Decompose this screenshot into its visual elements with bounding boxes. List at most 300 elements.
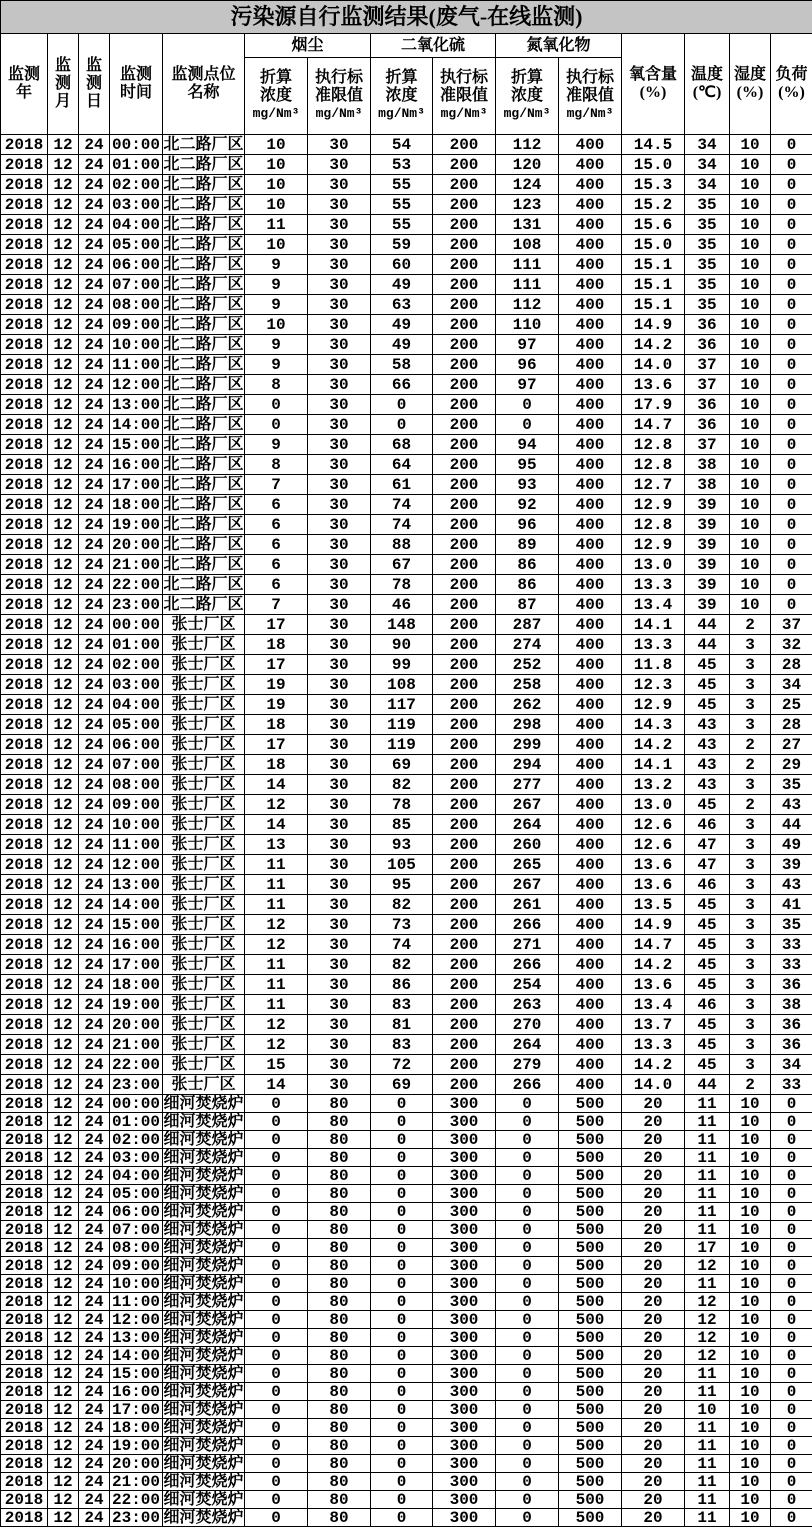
dust-concentration-cell: 10	[245, 235, 308, 255]
nox-limit-cell: 400	[559, 995, 622, 1015]
load-cell: 36	[771, 975, 812, 995]
load-cell: 35	[771, 775, 812, 795]
load-cell: 0	[771, 1167, 812, 1185]
month-cell: 12	[48, 1113, 79, 1131]
oxygen-cell: 14.2	[622, 955, 685, 975]
day-cell: 24	[79, 1401, 110, 1419]
site-cell: 细河焚烧炉	[163, 1166, 244, 1185]
table-row	[1, 1239, 812, 1257]
dust-concentration-cell: 18	[245, 635, 308, 655]
nox-concentration-cell: 95	[496, 455, 559, 475]
day-cell: 24	[79, 395, 110, 415]
temperature-cell: 38	[685, 475, 730, 495]
time-cell: 11:00	[110, 355, 163, 375]
so2-concentration-cell: 60	[371, 255, 433, 275]
day-cell: 24	[79, 1311, 110, 1329]
temperature-cell: 11	[685, 1203, 730, 1221]
table-row	[1, 435, 812, 455]
humidity-cell: 10	[730, 235, 771, 255]
oxygen-cell: 20	[622, 1293, 685, 1311]
site-cell: 北二路厂区	[163, 595, 244, 614]
so2-concentration-cell: 85	[371, 815, 433, 835]
so2-concentration-cell: 119	[371, 715, 433, 735]
month-cell: 12	[48, 155, 79, 175]
dust-concentration-cell: 0	[245, 1401, 308, 1419]
nox-concentration-cell: 252	[496, 655, 559, 675]
dust-limit-cell: 30	[308, 815, 371, 835]
day-cell: 24	[79, 1473, 110, 1491]
table-row	[1, 1015, 812, 1035]
so2-concentration-cell: 49	[371, 275, 433, 295]
oxygen-cell: 20	[622, 1509, 685, 1527]
dust-concentration-cell: 11	[245, 875, 308, 895]
load-cell: 33	[771, 1075, 812, 1095]
so2-limit-cell: 300	[433, 1347, 496, 1365]
year-cell: 2018	[1, 1383, 48, 1401]
site-cell: 张士厂区	[163, 875, 245, 895]
humidity-cell: 3	[730, 955, 771, 975]
so2-concentration-cell: 0	[371, 395, 433, 415]
nox-limit-cell: 400	[559, 555, 622, 575]
load-cell: 33	[771, 935, 812, 955]
humidity-cell: 3	[730, 935, 771, 955]
oxygen-cell: 11.8	[622, 655, 685, 675]
so2-limit-cell: 300	[433, 1221, 496, 1239]
so2-concentration-cell: 0	[371, 1383, 433, 1401]
load-cell: 0	[771, 595, 812, 615]
table-row	[1, 175, 812, 195]
load-cell: 44	[771, 815, 812, 835]
site-cell: 北二路厂区	[163, 275, 244, 294]
nox-limit-cell: 400	[559, 235, 622, 255]
oxygen-cell: 14.5	[622, 135, 685, 155]
year-cell: 2018	[1, 1455, 48, 1473]
month-cell: 12	[48, 995, 79, 1015]
so2-limit-cell: 200	[433, 635, 496, 655]
humidity-cell: 10	[730, 455, 771, 475]
site-cell: 张士厂区	[163, 1035, 245, 1055]
header-year-label: 监测 年	[7, 66, 40, 101]
dust-concentration-cell: 6	[245, 535, 308, 555]
year-cell: 2018	[1, 835, 48, 855]
month-cell: 12	[48, 1075, 79, 1095]
time-cell: 06:00	[110, 255, 163, 275]
oxygen-cell: 20	[622, 1491, 685, 1509]
dust-limit-cell: 30	[308, 775, 371, 795]
nox-concentration-cell: 0	[496, 1131, 559, 1149]
load-cell: 0	[771, 155, 812, 175]
nox-concentration-cell: 0	[496, 1239, 559, 1257]
dust-limit-cell: 80	[308, 1383, 371, 1401]
oxygen-cell: 15.1	[622, 295, 685, 315]
humidity-cell: 10	[730, 1509, 771, 1527]
so2-limit-cell: 300	[433, 1257, 496, 1275]
oxygen-cell: 13.6	[622, 375, 685, 395]
oxygen-cell: 20	[622, 1275, 685, 1293]
humidity-cell: 2	[730, 735, 771, 755]
dust-concentration-cell: 8	[245, 455, 308, 475]
dust-concentration-cell: 18	[245, 715, 308, 735]
load-cell: 0	[771, 455, 812, 475]
temperature-cell: 45	[685, 975, 730, 995]
site-cell: 张士厂区	[163, 815, 245, 835]
day-cell: 24	[79, 415, 110, 435]
dust-limit-cell: 80	[308, 1473, 371, 1491]
nox-concentration-cell: 0	[496, 1095, 559, 1113]
time-cell: 23:00	[110, 595, 163, 615]
nox-limit-cell: 400	[559, 355, 622, 375]
so2-limit-cell: 300	[433, 1365, 496, 1383]
table-row	[1, 795, 812, 815]
dust-concentration-cell: 0	[245, 1329, 308, 1347]
month-cell: 12	[48, 1035, 79, 1055]
site-cell: 张士厂区	[163, 915, 245, 935]
temperature-cell: 35	[685, 295, 730, 315]
temperature-cell: 45	[685, 1035, 730, 1055]
temperature-cell: 45	[685, 895, 730, 915]
day-cell: 24	[79, 835, 110, 855]
temperature-cell: 43	[685, 755, 730, 775]
day-cell: 24	[79, 355, 110, 375]
nox-limit-cell: 400	[559, 835, 622, 855]
dust-limit-cell: 30	[308, 915, 371, 935]
table-row	[1, 275, 812, 295]
day-cell: 24	[79, 1075, 110, 1095]
so2-concentration-cell: 0	[371, 1473, 433, 1491]
temperature-cell: 37	[685, 355, 730, 375]
temperature-cell: 11	[685, 1365, 730, 1383]
year-cell: 2018	[1, 155, 48, 175]
so2-concentration-cell: 0	[371, 1167, 433, 1185]
so2-limit-cell: 200	[433, 275, 496, 295]
nox-concentration-cell: 111	[496, 275, 559, 295]
site-cell: 张士厂区	[163, 895, 245, 915]
time-cell: 22:00	[110, 1055, 163, 1075]
time-cell: 01:00	[110, 1113, 163, 1131]
header-site-label: 监测点位 名称	[171, 66, 236, 101]
site-cell: 张士厂区	[163, 1055, 245, 1075]
temperature-cell: 44	[685, 615, 730, 635]
oxygen-cell: 12.6	[622, 815, 685, 835]
so2-concentration-cell: 108	[371, 675, 433, 695]
nox-limit-cell: 400	[559, 535, 622, 555]
so2-limit-cell: 200	[433, 535, 496, 555]
month-cell: 12	[48, 175, 79, 195]
dust-concentration-cell: 9	[245, 435, 308, 455]
header-time-label: 监测 时间	[119, 66, 152, 101]
so2-concentration-cell: 0	[371, 1491, 433, 1509]
humidity-cell: 3	[730, 1055, 771, 1075]
dust-concentration-cell: 11	[245, 895, 308, 915]
limit-label: 执行标 准限值	[439, 69, 488, 104]
so2-concentration-cell: 117	[371, 695, 433, 715]
time-cell: 16:00	[110, 935, 163, 955]
so2-limit-cell: 300	[433, 1203, 496, 1221]
so2-concentration-cell: 0	[371, 1509, 433, 1527]
time-cell: 17:00	[110, 1401, 163, 1419]
nox-concentration-cell: 0	[496, 1257, 559, 1275]
humidity-cell: 10	[730, 1455, 771, 1473]
oxygen-cell: 15.1	[622, 275, 685, 295]
humidity-cell: 10	[730, 295, 771, 315]
header-day-label: 监 测 日	[85, 57, 102, 110]
site-cell: 张士厂区	[163, 635, 245, 655]
month-cell: 12	[48, 495, 79, 515]
load-cell: 0	[771, 495, 812, 515]
oxygen-cell: 12.9	[622, 495, 685, 515]
nox-concentration-cell: 124	[496, 175, 559, 195]
month-cell: 12	[48, 1239, 79, 1257]
time-cell: 02:00	[110, 655, 163, 675]
month-cell: 12	[48, 1455, 79, 1473]
oxygen-cell: 20	[622, 1437, 685, 1455]
table-row	[1, 155, 812, 175]
so2-limit-cell: 200	[433, 435, 496, 455]
month-cell: 12	[48, 295, 79, 315]
table-row	[1, 235, 812, 255]
day-cell: 24	[79, 675, 110, 695]
month-cell: 12	[48, 135, 79, 155]
humidity-cell: 10	[730, 415, 771, 435]
humidity-cell: 10	[730, 435, 771, 455]
month-cell: 12	[48, 1293, 79, 1311]
year-cell: 2018	[1, 375, 48, 395]
dust-limit-cell: 80	[308, 1149, 371, 1167]
site-cell: 细河焚烧炉	[163, 1274, 244, 1293]
so2-limit-cell: 200	[433, 195, 496, 215]
month-cell: 12	[48, 535, 79, 555]
temperature-cell: 45	[685, 1055, 730, 1075]
day-cell: 24	[79, 155, 110, 175]
nox-limit-cell: 500	[559, 1437, 622, 1455]
site-cell: 北二路厂区	[163, 435, 244, 454]
dust-limit-cell: 30	[308, 1015, 371, 1035]
site-cell: 细河焚烧炉	[163, 1094, 244, 1113]
nox-limit-cell: 400	[559, 375, 622, 395]
humidity-cell: 3	[730, 975, 771, 995]
dust-concentration-cell: 0	[245, 1473, 308, 1491]
oxygen-cell: 20	[622, 1149, 685, 1167]
time-cell: 14:00	[110, 1347, 163, 1365]
site-cell: 细河焚烧炉	[163, 1202, 244, 1221]
month-cell: 12	[48, 475, 79, 495]
day-cell: 24	[79, 1239, 110, 1257]
dust-concentration-cell: 0	[245, 1113, 308, 1131]
humidity-cell: 10	[730, 1275, 771, 1293]
load-cell: 0	[771, 1365, 812, 1383]
so2-limit-cell: 300	[433, 1401, 496, 1419]
nox-concentration-cell: 267	[496, 875, 559, 895]
day-cell: 24	[79, 315, 110, 335]
dust-concentration-cell: 10	[245, 135, 308, 155]
so2-concentration-cell: 0	[371, 1293, 433, 1311]
year-cell: 2018	[1, 1185, 48, 1203]
oxygen-cell: 15.1	[622, 255, 685, 275]
table-row	[1, 1131, 812, 1149]
so2-concentration-cell: 0	[371, 1239, 433, 1257]
dust-limit-cell: 30	[308, 755, 371, 775]
month-cell: 12	[48, 1221, 79, 1239]
month-cell: 12	[48, 1149, 79, 1167]
oxygen-cell: 20	[622, 1347, 685, 1365]
dust-concentration-cell: 7	[245, 475, 308, 495]
day-cell: 24	[79, 1293, 110, 1311]
dust-limit-cell: 30	[308, 155, 371, 175]
year-cell: 2018	[1, 715, 48, 735]
dust-limit-cell: 80	[308, 1167, 371, 1185]
so2-concentration-cell: 0	[371, 1401, 433, 1419]
site-cell: 张士厂区	[163, 975, 245, 995]
so2-concentration-cell: 63	[371, 295, 433, 315]
day-cell: 24	[79, 1257, 110, 1275]
temperature-cell: 47	[685, 855, 730, 875]
day-cell: 24	[79, 935, 110, 955]
year-cell: 2018	[1, 995, 48, 1015]
year-cell: 2018	[1, 855, 48, 875]
so2-limit-cell: 200	[433, 615, 496, 635]
month-cell: 12	[48, 335, 79, 355]
humidity-cell: 10	[730, 595, 771, 615]
dust-concentration-cell: 10	[245, 175, 308, 195]
load-cell: 0	[771, 1473, 812, 1491]
dust-concentration-cell: 12	[245, 795, 308, 815]
day-cell: 24	[79, 1365, 110, 1383]
nox-concentration-cell: 123	[496, 195, 559, 215]
header-group-nox	[496, 34, 622, 58]
site-cell: 细河焚烧炉	[163, 1490, 244, 1509]
year-cell: 2018	[1, 135, 48, 155]
month-cell: 12	[48, 1257, 79, 1275]
year-cell: 2018	[1, 1167, 48, 1185]
time-cell: 00:00	[110, 1095, 163, 1113]
time-cell: 18:00	[110, 975, 163, 995]
nox-concentration-cell: 0	[496, 1293, 559, 1311]
nox-limit-cell: 400	[559, 735, 622, 755]
dust-limit-cell: 80	[308, 1239, 371, 1257]
dust-limit-cell: 30	[308, 275, 371, 295]
oxygen-cell: 13.4	[622, 995, 685, 1015]
table-row	[1, 1311, 812, 1329]
nox-concentration-cell: 0	[496, 1113, 559, 1131]
temperature-cell: 44	[685, 635, 730, 655]
nox-limit-cell: 400	[559, 475, 622, 495]
month-cell: 12	[48, 1419, 79, 1437]
day-cell: 24	[79, 1055, 110, 1075]
year-cell: 2018	[1, 195, 48, 215]
table-row	[1, 1473, 812, 1491]
oxygen-cell: 12.8	[622, 435, 685, 455]
year-cell: 2018	[1, 775, 48, 795]
dust-concentration-cell: 0	[245, 415, 308, 435]
dust-limit-cell: 30	[308, 935, 371, 955]
month-cell: 12	[48, 735, 79, 755]
year-cell: 2018	[1, 815, 48, 835]
so2-limit-cell: 300	[433, 1383, 496, 1401]
nox-concentration-cell: 96	[496, 515, 559, 535]
nox-concentration-cell: 131	[496, 215, 559, 235]
oxygen-cell: 20	[622, 1473, 685, 1491]
load-cell: 0	[771, 575, 812, 595]
nox-concentration-cell: 86	[496, 575, 559, 595]
nox-concentration-cell: 0	[496, 1203, 559, 1221]
oxygen-cell: 14.0	[622, 1075, 685, 1095]
site-cell: 细河焚烧炉	[163, 1454, 244, 1473]
load-cell: 25	[771, 695, 812, 715]
oxygen-cell: 13.7	[622, 1015, 685, 1035]
dust-limit-cell: 30	[308, 615, 371, 635]
year-cell: 2018	[1, 1347, 48, 1365]
temperature-cell: 12	[685, 1311, 730, 1329]
year-cell: 2018	[1, 1203, 48, 1221]
dust-limit-cell: 30	[308, 1055, 371, 1075]
dust-concentration-cell: 0	[245, 1311, 308, 1329]
humidity-cell: 10	[730, 1401, 771, 1419]
table-row	[1, 1075, 812, 1095]
so2-limit-cell: 200	[433, 1055, 496, 1075]
time-cell: 10:00	[110, 1275, 163, 1293]
temperature-cell: 11	[685, 1383, 730, 1401]
dust-concentration-cell: 6	[245, 495, 308, 515]
humidity-cell: 10	[730, 275, 771, 295]
nox-concentration-cell: 265	[496, 855, 559, 875]
time-cell: 02:00	[110, 1131, 163, 1149]
so2-limit-cell: 300	[433, 1509, 496, 1527]
oxygen-cell: 12.6	[622, 835, 685, 855]
dust-concentration-cell: 9	[245, 335, 308, 355]
day-cell: 24	[79, 135, 110, 155]
day-cell: 24	[79, 1149, 110, 1167]
month-cell: 12	[48, 1509, 79, 1527]
time-cell: 21:00	[110, 1035, 163, 1055]
year-cell: 2018	[1, 935, 48, 955]
site-cell: 张士厂区	[163, 695, 245, 715]
so2-limit-cell: 200	[433, 375, 496, 395]
so2-limit-cell: 200	[433, 355, 496, 375]
temperature-cell: 46	[685, 995, 730, 1015]
year-cell: 2018	[1, 1221, 48, 1239]
so2-concentration-cell: 99	[371, 655, 433, 675]
nox-limit-cell: 400	[559, 395, 622, 415]
header-group-so2	[371, 34, 496, 58]
nox-concentration-cell: 294	[496, 755, 559, 775]
dust-limit-cell: 30	[308, 175, 371, 195]
day-cell: 24	[79, 1035, 110, 1055]
humidity-cell: 10	[730, 1203, 771, 1221]
humidity-cell: 10	[730, 315, 771, 335]
day-cell: 24	[79, 655, 110, 675]
time-cell: 00:00	[110, 615, 163, 635]
site-cell: 张士厂区	[163, 735, 245, 755]
unit-label: mg/Nm³	[566, 106, 614, 121]
load-cell: 0	[771, 475, 812, 495]
humidity-cell: 10	[730, 1437, 771, 1455]
temperature-cell: 44	[685, 1075, 730, 1095]
dust-limit-cell: 30	[308, 495, 371, 515]
site-cell: 细河焚烧炉	[163, 1436, 244, 1455]
time-cell: 12:00	[110, 1311, 163, 1329]
temperature-cell: 34	[685, 155, 730, 175]
temperature-cell: 11	[685, 1473, 730, 1491]
site-cell: 张士厂区	[163, 1075, 245, 1095]
so2-concentration-cell: 54	[371, 135, 433, 155]
so2-concentration-cell: 46	[371, 595, 433, 615]
dust-limit-cell: 30	[308, 1075, 371, 1095]
site-cell: 张士厂区	[163, 675, 245, 695]
nox-limit-cell: 500	[559, 1203, 622, 1221]
time-cell: 23:00	[110, 1509, 163, 1527]
table-row	[1, 1113, 812, 1131]
header-year	[1, 34, 48, 135]
